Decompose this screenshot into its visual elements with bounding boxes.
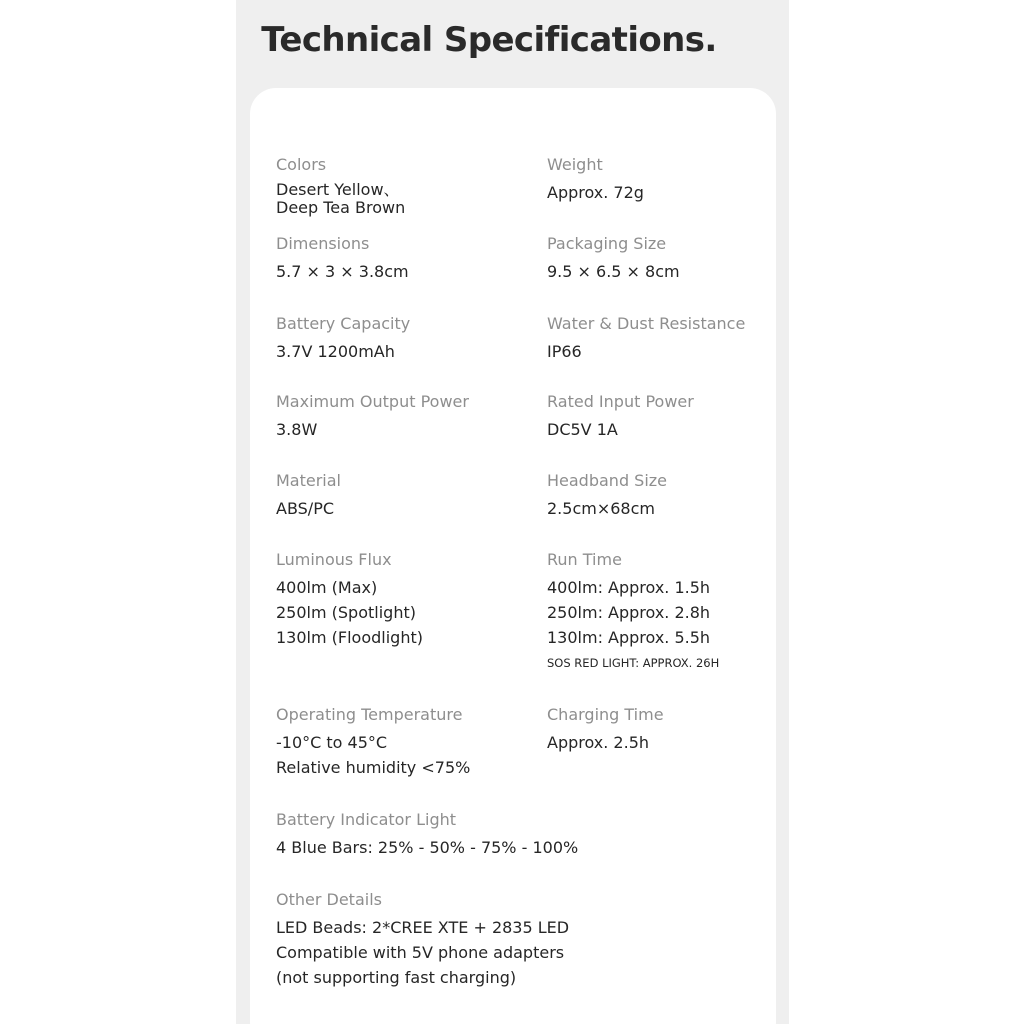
spec-note: SOS RED LIGHT: APPROX. 26H [547, 656, 720, 670]
spec-value: 5.7 × 3 × 3.8cm [276, 262, 409, 281]
spec-label: Operating Temperature [276, 705, 463, 724]
spec-label: Headband Size [547, 471, 668, 490]
spec-charging-time [547, 705, 789, 755]
page-title: Technical Specifications. [261, 20, 717, 60]
spec-label: Run Time [547, 550, 622, 569]
spec-panel [236, 0, 789, 1024]
spec-colors [276, 155, 526, 217]
spec-label: Charging Time [547, 705, 664, 724]
spec-label: Colors [276, 155, 327, 174]
spec-value: 9.5 × 6.5 × 8cm [547, 262, 680, 281]
spec-water-dust [547, 314, 789, 364]
spec-value: Desert Yellow、 Deep Tea Brown [276, 180, 406, 217]
spec-operating-temp [276, 705, 526, 780]
spec-max-output [276, 392, 526, 442]
spec-value: Approx. 2.5h [547, 733, 650, 752]
spec-headband-size [547, 471, 789, 521]
spec-value: 2.5cm×68cm [547, 499, 655, 518]
spec-label: Rated Input Power [547, 392, 694, 411]
spec-label: Maximum Output Power [276, 392, 469, 411]
spec-other-details [276, 890, 716, 990]
spec-label: Packaging Size [547, 234, 667, 253]
spec-run-time [547, 550, 789, 670]
spec-label: Material [276, 471, 341, 490]
spec-value: LED Beads: 2*CREE XTE + 2835 LED Compatible with 5V phone adapters (not supporting fast charging) [276, 918, 570, 987]
spec-value: 3.8W [276, 420, 318, 439]
spec-rated-input [547, 392, 789, 442]
spec-value: Approx. 72g [547, 183, 644, 202]
spec-label: Water & Dust Resistance [547, 314, 746, 333]
spec-packaging-size [547, 234, 789, 284]
spec-value: 4 Blue Bars: 25% - 50% - 75% - 100% [276, 838, 579, 857]
spec-card [250, 88, 776, 1024]
spec-label: Luminous Flux [276, 550, 392, 569]
spec-battery-capacity [276, 314, 526, 364]
spec-label: Dimensions [276, 234, 370, 253]
spec-label: Other Details [276, 890, 382, 909]
spec-battery-indicator [276, 810, 716, 860]
spec-value: -10°C to 45°C Relative humidity <75% [276, 733, 471, 777]
spec-dimensions [276, 234, 526, 284]
spec-value: 400lm (Max) 250lm (Spotlight) 130lm (Floodlight) [276, 578, 423, 647]
spec-value: ABS/PC [276, 499, 335, 518]
spec-value: 400lm: Approx. 1.5h 250lm: Approx. 2.8h 130lm: Approx. 5.5h [547, 578, 711, 647]
spec-value: 3.7V 1200mAh [276, 342, 395, 361]
spec-label: Battery Indicator Light [276, 810, 457, 829]
spec-weight [547, 155, 789, 205]
spec-value: IP66 [547, 342, 582, 361]
spec-label: Battery Capacity [276, 314, 411, 333]
spec-material [276, 471, 526, 521]
spec-label: Weight [547, 155, 603, 174]
spec-luminous-flux [276, 550, 526, 650]
spec-value: DC5V 1A [547, 420, 618, 439]
